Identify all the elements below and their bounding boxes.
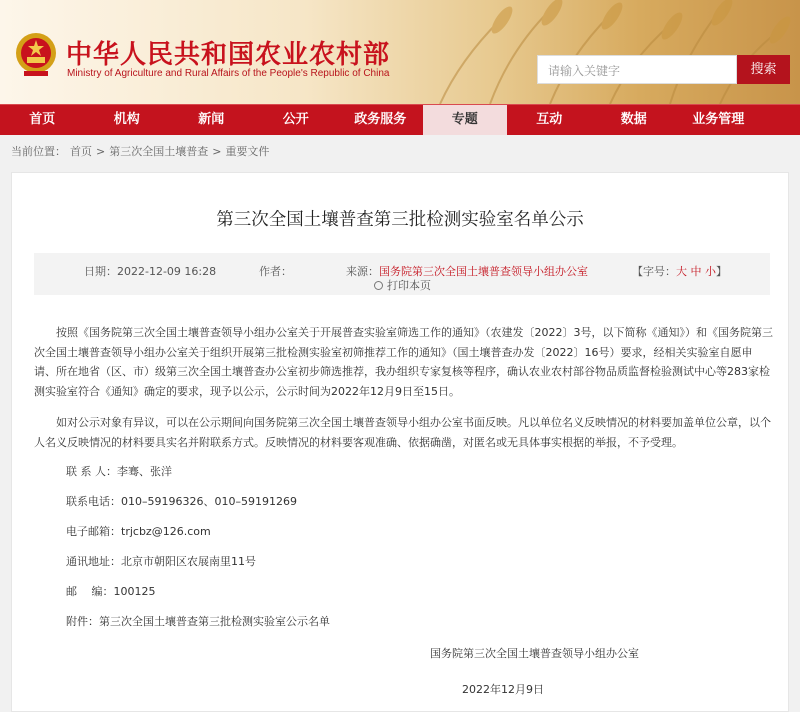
contact-value: 北京市朝阳区农展南里11号 [121, 555, 256, 568]
print-button[interactable] [374, 277, 431, 293]
contact-value: trjcbz@126.com [121, 525, 211, 538]
paragraph-2: 如对公示对象有异议，可以在公示期间向国务院第三次全国土壤普查领导小组办公室书面反映。凡以单位名义反映情况的材料要加盖单位公章，以个人名义反映情况的材料要具实名并附联系方式。反映情况的材料要客观准确、依据确凿，对匿名或无具体事实根据的举报，不予受理。 [34, 416, 771, 449]
contact-value: 李骞、张洋 [117, 465, 172, 478]
breadcrumb-prefix: 当前位置： [11, 145, 66, 158]
font-size-close: 】 [716, 265, 727, 278]
paragraph-1: 按照《国务院第三次全国土壤普查领导小组办公室关于开展普查实验室筛选工作的通知》（农建发〔2022〕3号，以下简称《通知》）和《国务院第三次全国土壤普查领导小组办公室关于组织开展第三批检测实验室初筛推荐工作的通知》（国土壤普查办发〔2022〕16号）要求，经相关实验室自愿申请、所在地省（区、市）级第三次全国土壤普查办公室初步筛选推荐，我办组织专家复核等程序，确认农业农村部谷物品质监督检验测试中心等283家检测实验室符合《通知》确定的要求，现予以公示，公示时间为2022年12月9日至15日。 [34, 326, 773, 398]
font-size-control [632, 263, 727, 279]
wheat-field-image [380, 0, 800, 104]
breadcrumb-separator: > [96, 145, 106, 158]
nav-item-public[interactable]: 公开 [282, 112, 309, 127]
breadcrumb-home[interactable]: 首页 [70, 145, 92, 158]
site-subtitle: Ministry of Agriculture and Rural Affairs of the People's Republic of China [67, 68, 390, 79]
font-size-small[interactable]: 小 [705, 265, 716, 278]
article-body [34, 323, 774, 699]
date-field [84, 263, 216, 279]
author-field [259, 263, 292, 279]
article-container [11, 172, 789, 712]
contact-address [34, 554, 774, 569]
contact-person [34, 464, 774, 479]
contact-label: 通讯地址： [66, 555, 121, 568]
main-nav [0, 104, 800, 135]
font-size-medium[interactable]: 中 [690, 265, 702, 278]
author-label: 作者： [259, 265, 292, 278]
contact-phone [34, 494, 774, 509]
page-title: 第三次全国土壤普查第三批检测实验室名单公示 [216, 210, 584, 230]
nav-item-services[interactable]: 政务服务 [354, 112, 407, 127]
contact-email [34, 524, 774, 539]
date-value: 2022-12-09 16:28 [117, 265, 217, 278]
nav-item-business[interactable]: 业务管理 [692, 112, 745, 127]
font-size-large[interactable]: 大 [676, 265, 687, 278]
nav-item-home[interactable]: 首页 [29, 112, 56, 127]
source-label: 来源： [346, 265, 379, 278]
search-input[interactable]: 请输入关键字 [537, 55, 737, 84]
breadcrumb-separator: > [212, 145, 222, 158]
site-title: 中华人民共和国农业农村部 [66, 40, 391, 70]
attachment-link[interactable]: 第三次全国土壤普查第三批检测实验室公示名单 [99, 615, 330, 628]
attachment [34, 614, 774, 629]
attachment-label: 附件： [66, 615, 99, 628]
article-meta [34, 253, 770, 295]
font-size-label: 【字号： [632, 265, 676, 278]
signature-date: 2022年12月9日 [462, 682, 544, 696]
contact-value: 010–59196326、010–59191269 [121, 495, 297, 508]
site-header [0, 0, 800, 104]
contact-label: 邮 编： [66, 585, 114, 598]
source-value[interactable]: 国务院第三次全国土壤普查领导小组办公室 [379, 265, 588, 278]
contact-label: 联 系 人： [66, 465, 117, 478]
nav-item-interaction[interactable]: 互动 [536, 112, 563, 127]
breadcrumb-soil-census[interactable]: 第三次全国土壤普查 [109, 145, 209, 158]
breadcrumb-important-docs[interactable]: 重要文件 [225, 145, 270, 158]
contact-label: 联系电话： [66, 495, 121, 508]
signature: 国务院第三次全国土壤普查领导小组办公室 [430, 647, 639, 660]
contact-value: 100125 [113, 585, 156, 598]
search-button[interactable]: 搜索 [737, 55, 790, 84]
contact-label: 电子邮箱： [66, 525, 121, 538]
date-label: 日期： [84, 265, 117, 278]
nav-item-organization[interactable]: 机构 [113, 112, 140, 127]
breadcrumb [0, 135, 800, 169]
nav-item-news[interactable]: 新闻 [198, 112, 225, 127]
nav-item-data[interactable]: 数据 [620, 112, 647, 127]
nav-item-topics[interactable]: 专题 [423, 105, 508, 135]
print-label: 打印本页 [387, 279, 431, 292]
national-emblem-icon [14, 31, 58, 79]
contact-postcode [34, 584, 774, 599]
print-icon [374, 281, 383, 290]
